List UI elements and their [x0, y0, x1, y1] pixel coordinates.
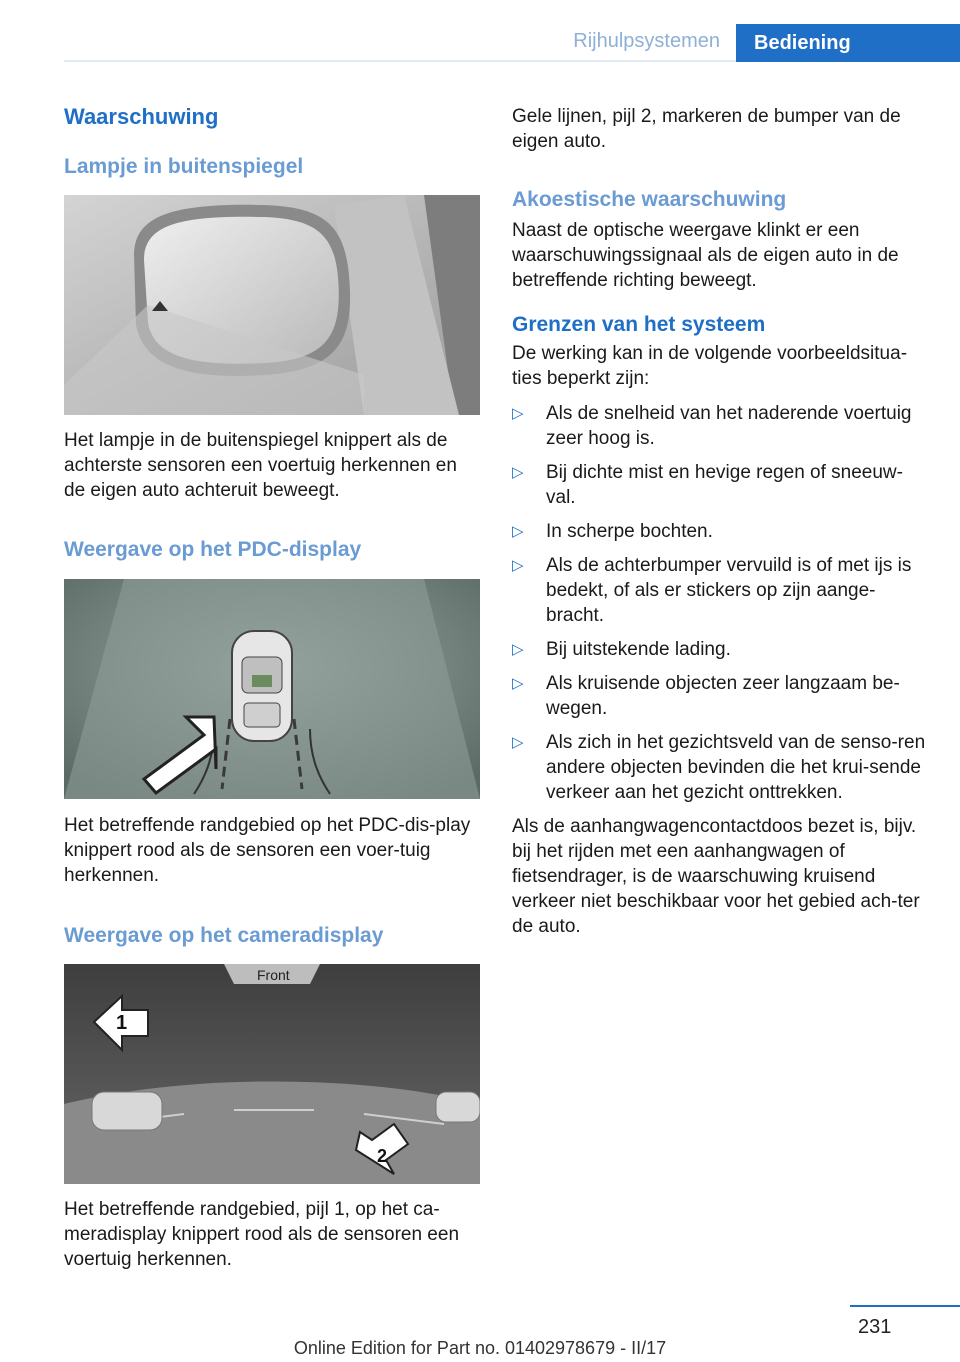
header-chapter-tab: Bediening	[736, 24, 960, 62]
list-item	[512, 637, 928, 662]
list-item	[512, 460, 928, 510]
heading-camera-display: Weergave op het cameradisplay	[64, 924, 384, 947]
heading-acoustic-warning: Akoestische waarschuwing	[512, 188, 787, 211]
list-item	[512, 553, 928, 628]
list-item-text: Als de achterbumper vervuild is of met ijs is bedekt, of als er stickers op zijn aange-bracht.	[546, 555, 912, 626]
list-item	[512, 401, 928, 451]
list-item	[512, 519, 928, 544]
triangle-bullet-icon: ▷	[512, 464, 524, 481]
list-item-text: Bij uitstekende lading.	[546, 639, 731, 660]
heading-mirror-lamp: Lampje in buitenspiegel	[64, 155, 304, 178]
limits-list	[512, 401, 928, 805]
page-number: 231	[858, 1316, 892, 1338]
camera-front-label: Front	[257, 967, 290, 983]
para-yellow-lines: Gele lijnen, pijl 2, markeren de bumper van de eigen auto.	[512, 106, 901, 152]
camera-display-illustration	[64, 964, 480, 1184]
list-item-text: Als kruisende objecten zeer langzaam be-wegen.	[546, 673, 900, 719]
list-item	[512, 730, 928, 805]
heading-warning: Waarschuwing	[64, 104, 219, 129]
figure-camera-display	[64, 964, 480, 1184]
heading-pdc-display: Weergave op het PDC-display	[64, 538, 362, 561]
triangle-bullet-icon: ▷	[512, 405, 524, 422]
triangle-bullet-icon: ▷	[512, 523, 524, 540]
right-column	[512, 104, 928, 939]
pdc-display-illustration	[64, 579, 480, 799]
figure-side-mirror	[64, 195, 480, 415]
triangle-bullet-icon: ▷	[512, 734, 524, 751]
triangle-bullet-icon: ▷	[512, 641, 524, 658]
list-item-text: In scherpe bochten.	[546, 521, 713, 542]
list-item-text: Als zich in het gezichtsveld van de senso-ren andere objecten bevinden die het krui-sende verkeer aan het gezicht onttrekken.	[546, 732, 926, 803]
list-item-text: Bij dichte mist en hevige regen of sneeuw-val.	[546, 462, 903, 508]
para-camera-display: Het betreffende randgebied, pijl 1, op het ca-meradisplay knippert rood als de sensoren een voertuig herkennen.	[64, 1199, 460, 1270]
para-acoustic-warning: Naast de optische weergave klinkt er een waarschuwingssignaal als de eigen auto in de betreffende richting beweegt.	[512, 220, 899, 291]
side-mirror-illustration	[64, 195, 480, 415]
list-item-text: Als de snelheid van het naderende voertuig zeer hoog is.	[546, 403, 912, 449]
camera-arrow-2-label: 2	[377, 1146, 388, 1166]
para-pdc-display: Het betreffende randgebied op het PDC-dis-play knippert rood als de sensoren een voer-tuig herkennen.	[64, 815, 471, 886]
para-system-limits: De werking kan in de volgende voorbeeldsitua-ties beperkt zijn:	[512, 343, 908, 389]
triangle-bullet-icon: ▷	[512, 557, 524, 574]
para-mirror-lamp: Het lampje in de buitenspiegel knippert als de achterste sensoren een voertuig herkennen en de eigen auto achteruit beweegt.	[64, 430, 457, 501]
footer-rule	[850, 1305, 960, 1307]
triangle-bullet-icon: ▷	[512, 675, 524, 692]
header-section-title: Rijhulpsystemen	[573, 30, 720, 52]
camera-arrow-1-label: 1	[116, 1012, 128, 1034]
heading-system-limits: Grenzen van het systeem	[512, 313, 766, 336]
edition-note: Online Edition for Part no. 01402978679 - II/17	[293, 1338, 667, 1358]
list-item	[512, 671, 928, 721]
figure-pdc-display	[64, 579, 480, 799]
para-trailer-socket: Als de aanhangwagencontactdoos bezet is, bijv. bij het rijden met een aanhangwagen of fietsendrager, is de waarschuwing kruisend verkeer niet beschikbaar voor het gebied ach-ter de auto.	[512, 816, 920, 937]
